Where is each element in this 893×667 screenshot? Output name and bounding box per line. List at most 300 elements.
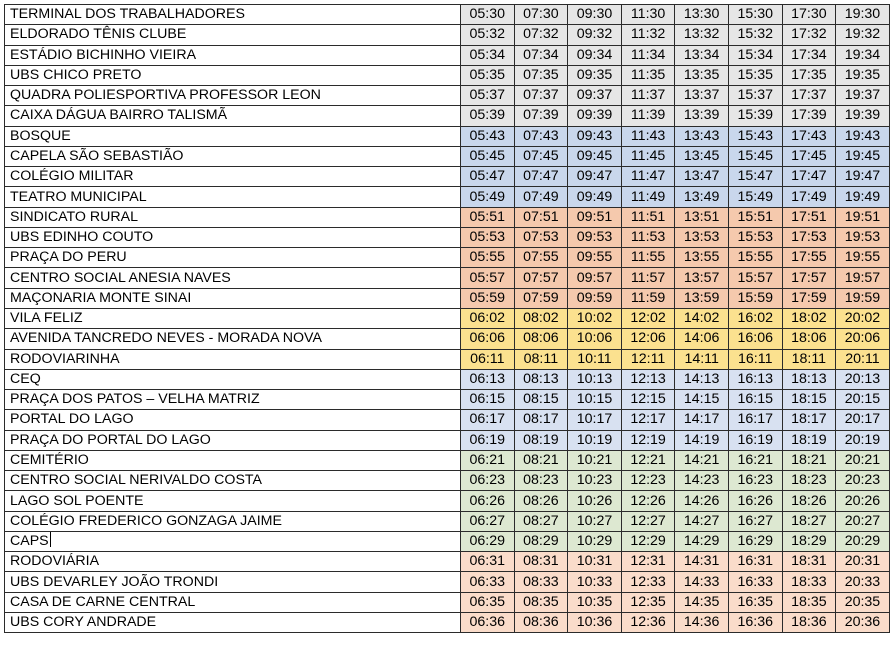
departure-time-cell[interactable]: 09:32 <box>568 25 622 45</box>
departure-time-cell[interactable]: 10:23 <box>568 471 622 491</box>
table-row <box>5 288 890 308</box>
departure-time-cell[interactable]: 14:36 <box>675 612 729 632</box>
departure-time-cell[interactable]: 19:34 <box>836 45 890 65</box>
departure-time-cell[interactable]: 06:36 <box>461 612 515 632</box>
table-row <box>5 126 890 146</box>
table-row <box>5 369 890 389</box>
departure-time-cell[interactable]: 14:35 <box>675 592 729 612</box>
departure-time-cell[interactable]: 11:39 <box>621 106 675 126</box>
stop-name-cell[interactable] <box>5 410 461 430</box>
departure-time-cell[interactable]: 06:11 <box>461 349 515 369</box>
departure-time-cell[interactable]: 17:32 <box>782 25 836 45</box>
stop-name-cell[interactable] <box>5 349 461 369</box>
departure-time-cell[interactable]: 14:13 <box>675 369 729 389</box>
departure-time-cell[interactable]: 16:35 <box>728 592 782 612</box>
departure-time-cell[interactable]: 18:26 <box>782 491 836 511</box>
stop-name: CASA DE CARNE CENTRAL <box>10 593 196 610</box>
departure-time-cell[interactable]: 16:21 <box>728 450 782 470</box>
departure-time-cell[interactable]: 07:45 <box>514 146 568 166</box>
departure-time-cell[interactable]: 15:39 <box>728 106 782 126</box>
departure-time-cell[interactable]: 14:23 <box>675 471 729 491</box>
departure-time-cell[interactable]: 09:51 <box>568 207 622 227</box>
table-row <box>5 227 890 247</box>
departure-time-cell[interactable]: 13:30 <box>675 5 729 25</box>
stop-name: CENTRO SOCIAL NERIVALDO COSTA <box>10 472 262 489</box>
departure-time-cell[interactable]: 20:27 <box>836 511 890 531</box>
departure-time-cell[interactable]: 20:31 <box>836 552 890 572</box>
departure-time-cell[interactable]: 20:15 <box>836 390 890 410</box>
departure-time-cell[interactable]: 05:59 <box>461 288 515 308</box>
departure-time-cell[interactable]: 19:39 <box>836 106 890 126</box>
departure-time-cell[interactable]: 13:47 <box>675 167 729 187</box>
stop-name-cell[interactable] <box>5 612 461 632</box>
departure-time-cell[interactable]: 13:32 <box>675 25 729 45</box>
departure-time-cell[interactable]: 18:29 <box>782 531 836 551</box>
departure-time-cell[interactable]: 12:36 <box>621 612 675 632</box>
departure-time-cell[interactable]: 16:27 <box>728 511 782 531</box>
departure-time-cell[interactable]: 13:53 <box>675 227 729 247</box>
departure-time-cell[interactable]: 09:57 <box>568 268 622 288</box>
departure-time-cell[interactable]: 12:06 <box>621 329 675 349</box>
departure-time-cell[interactable]: 15:37 <box>728 86 782 106</box>
departure-time-cell[interactable]: 18:19 <box>782 430 836 450</box>
departure-time-cell[interactable]: 13:55 <box>675 248 729 268</box>
departure-time-cell[interactable]: 06:23 <box>461 471 515 491</box>
departure-time-cell[interactable]: 14:06 <box>675 329 729 349</box>
departure-time-cell[interactable]: 07:47 <box>514 167 568 187</box>
departure-time-cell[interactable]: 18:33 <box>782 572 836 592</box>
departure-time-cell[interactable]: 14:02 <box>675 308 729 328</box>
departure-time-cell[interactable]: 05:39 <box>461 106 515 126</box>
departure-time-cell[interactable]: 12:02 <box>621 308 675 328</box>
departure-time-cell[interactable]: 13:43 <box>675 126 729 146</box>
departure-time-cell[interactable]: 15:49 <box>728 187 782 207</box>
departure-time-cell[interactable]: 12:31 <box>621 552 675 572</box>
departure-time-cell[interactable]: 11:53 <box>621 227 675 247</box>
stop-name-cell[interactable] <box>5 207 461 227</box>
departure-time-cell[interactable]: 05:45 <box>461 146 515 166</box>
departure-time-cell[interactable]: 06:17 <box>461 410 515 430</box>
departure-time-cell[interactable]: 05:37 <box>461 86 515 106</box>
departure-time-cell[interactable]: 18:35 <box>782 592 836 612</box>
departure-time-cell[interactable]: 16:02 <box>728 308 782 328</box>
departure-time-cell[interactable]: 13:37 <box>675 86 729 106</box>
departure-time-cell[interactable]: 08:19 <box>514 430 568 450</box>
departure-time-cell[interactable]: 07:37 <box>514 86 568 106</box>
departure-time-cell[interactable]: 12:13 <box>621 369 675 389</box>
departure-time-cell[interactable]: 17:43 <box>782 126 836 146</box>
departure-time-cell[interactable]: 17:34 <box>782 45 836 65</box>
departure-time-cell[interactable]: 10:21 <box>568 450 622 470</box>
departure-time-cell[interactable]: 13:35 <box>675 65 729 85</box>
stop-name-cell[interactable] <box>5 390 461 410</box>
stop-name: TEATRO MUNICIPAL <box>10 188 147 205</box>
departure-time-cell[interactable]: 17:49 <box>782 187 836 207</box>
stop-name: UBS DEVARLEY JOÃO TRONDI <box>10 573 219 590</box>
departure-time-cell[interactable]: 05:53 <box>461 227 515 247</box>
departure-time-cell[interactable]: 08:33 <box>514 572 568 592</box>
departure-time-cell[interactable]: 14:11 <box>675 349 729 369</box>
departure-time-cell[interactable]: 14:27 <box>675 511 729 531</box>
departure-time-cell[interactable]: 17:53 <box>782 227 836 247</box>
departure-time-cell[interactable]: 13:45 <box>675 146 729 166</box>
departure-time-cell[interactable]: 16:19 <box>728 430 782 450</box>
departure-time-cell[interactable]: 20:11 <box>836 349 890 369</box>
stop-name: COLÉGIO MILITAR <box>10 168 134 185</box>
departure-time-cell[interactable]: 19:35 <box>836 65 890 85</box>
table-row <box>5 349 890 369</box>
departure-time-cell[interactable]: 06:29 <box>461 531 515 551</box>
departure-time-cell[interactable]: 13:59 <box>675 288 729 308</box>
departure-time-cell[interactable]: 11:59 <box>621 288 675 308</box>
departure-time-cell[interactable]: 15:55 <box>728 248 782 268</box>
departure-time-cell[interactable]: 11:45 <box>621 146 675 166</box>
departure-time-cell[interactable]: 16:17 <box>728 410 782 430</box>
departure-time-cell[interactable]: 15:51 <box>728 207 782 227</box>
departure-time-cell[interactable]: 16:29 <box>728 531 782 551</box>
departure-time-cell[interactable]: 09:53 <box>568 227 622 247</box>
departure-time-cell[interactable]: 18:13 <box>782 369 836 389</box>
departure-time-cell[interactable]: 09:45 <box>568 146 622 166</box>
departure-time-cell[interactable]: 18:23 <box>782 471 836 491</box>
departure-time-cell[interactable]: 18:11 <box>782 349 836 369</box>
departure-time-cell[interactable]: 08:21 <box>514 450 568 470</box>
departure-time-cell[interactable]: 13:51 <box>675 207 729 227</box>
departure-time-cell[interactable]: 15:32 <box>728 25 782 45</box>
departure-time-cell[interactable]: 11:57 <box>621 268 675 288</box>
departure-time-cell[interactable]: 12:11 <box>621 349 675 369</box>
departure-time-cell[interactable]: 06:35 <box>461 592 515 612</box>
departure-time-cell[interactable]: 06:27 <box>461 511 515 531</box>
departure-time-cell[interactable]: 08:35 <box>514 592 568 612</box>
stop-name-cell[interactable] <box>5 329 461 349</box>
departure-time-cell[interactable]: 13:57 <box>675 268 729 288</box>
stop-name-cell[interactable] <box>5 248 461 268</box>
stop-name: LAGO SOL POENTE <box>10 492 144 509</box>
table-row <box>5 612 890 632</box>
departure-time-cell[interactable]: 08:31 <box>514 552 568 572</box>
departure-time-cell[interactable]: 16:31 <box>728 552 782 572</box>
departure-time-cell[interactable]: 10:06 <box>568 329 622 349</box>
departure-time-cell[interactable]: 06:02 <box>461 308 515 328</box>
departure-time-cell[interactable]: 11:43 <box>621 126 675 146</box>
departure-time-cell[interactable]: 07:57 <box>514 268 568 288</box>
departure-time-cell[interactable]: 20:33 <box>836 572 890 592</box>
stop-name-cell[interactable] <box>5 369 461 389</box>
departure-time-cell[interactable]: 10:15 <box>568 390 622 410</box>
departure-time-cell[interactable]: 19:57 <box>836 268 890 288</box>
stop-name-cell[interactable] <box>5 65 461 85</box>
departure-time-cell[interactable]: 08:17 <box>514 410 568 430</box>
departure-time-cell[interactable]: 14:21 <box>675 450 729 470</box>
stop-name-cell[interactable] <box>5 227 461 247</box>
departure-time-cell[interactable]: 20:13 <box>836 369 890 389</box>
departure-time-cell[interactable]: 16:15 <box>728 390 782 410</box>
departure-time-cell[interactable]: 05:49 <box>461 187 515 207</box>
departure-time-cell[interactable]: 07:59 <box>514 288 568 308</box>
departure-time-cell[interactable]: 05:30 <box>461 5 515 25</box>
departure-time-cell[interactable]: 17:35 <box>782 65 836 85</box>
departure-time-cell[interactable]: 09:49 <box>568 187 622 207</box>
stop-name-cell[interactable] <box>5 5 461 25</box>
departure-time-cell[interactable]: 16:13 <box>728 369 782 389</box>
departure-time-cell[interactable]: 10:31 <box>568 552 622 572</box>
stop-name-cell[interactable] <box>5 146 461 166</box>
departure-time-cell[interactable]: 12:35 <box>621 592 675 612</box>
departure-time-cell[interactable]: 17:47 <box>782 167 836 187</box>
departure-time-cell[interactable]: 16:23 <box>728 471 782 491</box>
stop-name: AVENIDA TANCREDO NEVES - MORADA NOVA <box>10 330 322 347</box>
departure-time-cell[interactable]: 11:55 <box>621 248 675 268</box>
departure-time-cell[interactable]: 19:59 <box>836 288 890 308</box>
departure-time-cell[interactable]: 05:35 <box>461 65 515 85</box>
departure-time-cell[interactable]: 17:59 <box>782 288 836 308</box>
departure-time-cell[interactable]: 13:49 <box>675 187 729 207</box>
stop-name-cell[interactable] <box>5 572 461 592</box>
table-row <box>5 390 890 410</box>
departure-time-cell[interactable]: 14:19 <box>675 430 729 450</box>
departure-time-cell[interactable]: 19:37 <box>836 86 890 106</box>
departure-time-cell[interactable]: 06:26 <box>461 491 515 511</box>
stop-name-cell[interactable] <box>5 531 461 551</box>
departure-time-cell[interactable]: 07:35 <box>514 65 568 85</box>
departure-time-cell[interactable]: 05:57 <box>461 268 515 288</box>
departure-time-cell[interactable]: 08:06 <box>514 329 568 349</box>
departure-time-cell[interactable]: 07:34 <box>514 45 568 65</box>
departure-time-cell[interactable]: 20:21 <box>836 450 890 470</box>
departure-time-cell[interactable]: 12:23 <box>621 471 675 491</box>
stop-name-cell[interactable] <box>5 308 461 328</box>
stop-name-cell[interactable] <box>5 45 461 65</box>
departure-time-cell[interactable]: 20:35 <box>836 592 890 612</box>
departure-time-cell[interactable]: 16:06 <box>728 329 782 349</box>
table-row <box>5 65 890 85</box>
stop-name-cell[interactable] <box>5 268 461 288</box>
departure-time-cell[interactable]: 08:13 <box>514 369 568 389</box>
departure-time-cell[interactable]: 16:26 <box>728 491 782 511</box>
departure-time-cell[interactable]: 19:47 <box>836 167 890 187</box>
departure-time-cell[interactable]: 17:30 <box>782 5 836 25</box>
departure-time-cell[interactable]: 05:43 <box>461 126 515 146</box>
departure-time-cell[interactable]: 19:32 <box>836 25 890 45</box>
departure-time-cell[interactable]: 09:39 <box>568 106 622 126</box>
departure-time-cell[interactable]: 19:51 <box>836 207 890 227</box>
departure-time-cell[interactable]: 11:49 <box>621 187 675 207</box>
departure-time-cell[interactable]: 09:55 <box>568 248 622 268</box>
departure-time-cell[interactable]: 11:32 <box>621 25 675 45</box>
departure-time-cell[interactable]: 20:06 <box>836 329 890 349</box>
departure-time-cell[interactable]: 18:17 <box>782 410 836 430</box>
table-row <box>5 167 890 187</box>
departure-time-cell[interactable]: 10:13 <box>568 369 622 389</box>
departure-time-cell[interactable]: 09:34 <box>568 45 622 65</box>
stop-name-cell[interactable] <box>5 491 461 511</box>
departure-time-cell[interactable]: 11:30 <box>621 5 675 25</box>
departure-time-cell[interactable]: 11:35 <box>621 65 675 85</box>
departure-time-cell[interactable]: 06:33 <box>461 572 515 592</box>
departure-time-cell[interactable]: 08:23 <box>514 471 568 491</box>
departure-time-cell[interactable]: 15:45 <box>728 146 782 166</box>
departure-time-cell[interactable]: 09:35 <box>568 65 622 85</box>
stop-name: RODOVIÁRIA <box>10 553 100 570</box>
departure-time-cell[interactable]: 14:33 <box>675 572 729 592</box>
departure-time-cell[interactable]: 08:11 <box>514 349 568 369</box>
departure-time-cell[interactable]: 09:47 <box>568 167 622 187</box>
stop-name-cell[interactable] <box>5 430 461 450</box>
departure-time-cell[interactable]: 08:15 <box>514 390 568 410</box>
departure-time-cell[interactable]: 12:19 <box>621 430 675 450</box>
departure-time-cell[interactable]: 13:34 <box>675 45 729 65</box>
departure-time-cell[interactable]: 17:45 <box>782 146 836 166</box>
departure-time-cell[interactable]: 12:21 <box>621 450 675 470</box>
departure-time-cell[interactable]: 19:45 <box>836 146 890 166</box>
departure-time-cell[interactable]: 09:59 <box>568 288 622 308</box>
stop-name-cell[interactable] <box>5 592 461 612</box>
departure-time-cell[interactable]: 09:37 <box>568 86 622 106</box>
departure-time-cell[interactable]: 11:51 <box>621 207 675 227</box>
departure-time-cell[interactable]: 10:35 <box>568 592 622 612</box>
departure-time-cell[interactable]: 06:13 <box>461 369 515 389</box>
departure-time-cell[interactable]: 15:35 <box>728 65 782 85</box>
departure-time-cell[interactable]: 15:57 <box>728 268 782 288</box>
departure-time-cell[interactable]: 18:27 <box>782 511 836 531</box>
departure-time-cell[interactable]: 08:27 <box>514 511 568 531</box>
departure-time-cell[interactable]: 15:59 <box>728 288 782 308</box>
stop-name-cell[interactable] <box>5 288 461 308</box>
departure-time-cell[interactable]: 20:02 <box>836 308 890 328</box>
departure-time-cell[interactable]: 15:30 <box>728 5 782 25</box>
departure-time-cell[interactable]: 20:23 <box>836 471 890 491</box>
departure-time-cell[interactable]: 05:34 <box>461 45 515 65</box>
departure-time-cell[interactable]: 07:51 <box>514 207 568 227</box>
departure-time-cell[interactable]: 20:17 <box>836 410 890 430</box>
stop-name-cell[interactable] <box>5 450 461 470</box>
departure-time-cell[interactable]: 18:21 <box>782 450 836 470</box>
departure-time-cell[interactable]: 06:21 <box>461 450 515 470</box>
stop-name-cell[interactable] <box>5 106 461 126</box>
departure-time-cell[interactable]: 10:36 <box>568 612 622 632</box>
departure-time-cell[interactable]: 07:39 <box>514 106 568 126</box>
departure-time-cell[interactable]: 09:43 <box>568 126 622 146</box>
departure-time-cell[interactable]: 16:33 <box>728 572 782 592</box>
departure-time-cell[interactable]: 10:19 <box>568 430 622 450</box>
departure-time-cell[interactable]: 07:49 <box>514 187 568 207</box>
stop-name-cell[interactable] <box>5 187 461 207</box>
stop-name-cell[interactable] <box>5 552 461 572</box>
departure-time-cell[interactable]: 20:29 <box>836 531 890 551</box>
departure-time-cell[interactable]: 11:47 <box>621 167 675 187</box>
departure-time-cell[interactable]: 18:02 <box>782 308 836 328</box>
departure-time-cell[interactable]: 05:47 <box>461 167 515 187</box>
stop-name-cell[interactable] <box>5 126 461 146</box>
departure-time-cell[interactable]: 16:36 <box>728 612 782 632</box>
departure-time-cell[interactable]: 17:39 <box>782 106 836 126</box>
departure-time-cell[interactable]: 20:26 <box>836 491 890 511</box>
departure-time-cell[interactable]: 11:37 <box>621 86 675 106</box>
departure-time-cell[interactable]: 06:31 <box>461 552 515 572</box>
stop-name-cell[interactable] <box>5 25 461 45</box>
departure-time-cell[interactable]: 07:43 <box>514 126 568 146</box>
departure-time-cell[interactable]: 07:53 <box>514 227 568 247</box>
departure-time-cell[interactable]: 17:57 <box>782 268 836 288</box>
departure-time-cell[interactable]: 08:36 <box>514 612 568 632</box>
departure-time-cell[interactable]: 10:29 <box>568 531 622 551</box>
table-row <box>5 329 890 349</box>
departure-time-cell[interactable]: 18:06 <box>782 329 836 349</box>
departure-time-cell[interactable]: 10:33 <box>568 572 622 592</box>
departure-time-cell[interactable]: 19:30 <box>836 5 890 25</box>
departure-time-cell[interactable]: 10:17 <box>568 410 622 430</box>
departure-time-cell[interactable]: 08:29 <box>514 531 568 551</box>
departure-time-cell[interactable]: 17:37 <box>782 86 836 106</box>
departure-time-cell[interactable]: 05:55 <box>461 248 515 268</box>
departure-time-cell[interactable]: 18:31 <box>782 552 836 572</box>
stop-name-cell[interactable] <box>5 471 461 491</box>
stop-name-cell[interactable] <box>5 511 461 531</box>
departure-time-cell[interactable]: 12:26 <box>621 491 675 511</box>
departure-time-cell[interactable]: 06:15 <box>461 390 515 410</box>
departure-time-cell[interactable]: 19:43 <box>836 126 890 146</box>
stop-name: UBS CHICO PRETO <box>10 66 142 83</box>
departure-time-cell[interactable]: 14:26 <box>675 491 729 511</box>
departure-time-cell[interactable]: 12:29 <box>621 531 675 551</box>
stop-name-cell[interactable] <box>5 167 461 187</box>
departure-time-cell[interactable]: 10:26 <box>568 491 622 511</box>
departure-time-cell[interactable]: 16:11 <box>728 349 782 369</box>
departure-time-cell[interactable]: 07:55 <box>514 248 568 268</box>
departure-time-cell[interactable]: 11:34 <box>621 45 675 65</box>
departure-time-cell[interactable]: 08:02 <box>514 308 568 328</box>
departure-time-cell[interactable]: 14:29 <box>675 531 729 551</box>
departure-time-cell[interactable]: 07:30 <box>514 5 568 25</box>
departure-time-cell[interactable]: 15:53 <box>728 227 782 247</box>
departure-time-cell[interactable]: 07:32 <box>514 25 568 45</box>
departure-time-cell[interactable]: 12:17 <box>621 410 675 430</box>
departure-time-cell[interactable]: 15:43 <box>728 126 782 146</box>
departure-time-cell[interactable]: 18:36 <box>782 612 836 632</box>
departure-time-cell[interactable]: 15:47 <box>728 167 782 187</box>
departure-time-cell[interactable]: 19:53 <box>836 227 890 247</box>
departure-time-cell[interactable]: 12:15 <box>621 390 675 410</box>
departure-time-cell[interactable]: 09:30 <box>568 5 622 25</box>
departure-time-cell[interactable]: 12:33 <box>621 572 675 592</box>
departure-time-cell[interactable]: 14:15 <box>675 390 729 410</box>
departure-time-cell[interactable]: 13:39 <box>675 106 729 126</box>
departure-time-cell[interactable]: 17:55 <box>782 248 836 268</box>
departure-time-cell[interactable]: 10:02 <box>568 308 622 328</box>
departure-time-cell[interactable]: 08:26 <box>514 491 568 511</box>
departure-time-cell[interactable]: 06:19 <box>461 430 515 450</box>
departure-time-cell[interactable]: 12:27 <box>621 511 675 531</box>
departure-time-cell[interactable]: 18:15 <box>782 390 836 410</box>
departure-time-cell[interactable]: 06:06 <box>461 329 515 349</box>
stop-name-cell[interactable] <box>5 86 461 106</box>
departure-time-cell[interactable]: 10:27 <box>568 511 622 531</box>
departure-time-cell[interactable]: 05:32 <box>461 25 515 45</box>
departure-time-cell[interactable]: 19:55 <box>836 248 890 268</box>
departure-time-cell[interactable]: 15:34 <box>728 45 782 65</box>
departure-time-cell[interactable]: 14:31 <box>675 552 729 572</box>
departure-time-cell[interactable]: 14:17 <box>675 410 729 430</box>
departure-time-cell[interactable]: 17:51 <box>782 207 836 227</box>
departure-time-cell[interactable]: 05:51 <box>461 207 515 227</box>
departure-time-cell[interactable]: 20:36 <box>836 612 890 632</box>
departure-time-cell[interactable]: 10:11 <box>568 349 622 369</box>
stop-name: QUADRA POLIESPORTIVA PROFESSOR LEON <box>10 87 321 104</box>
departure-time-cell[interactable]: 19:49 <box>836 187 890 207</box>
departure-time-cell[interactable]: 20:19 <box>836 430 890 450</box>
stop-name: PRAÇA DO PERU <box>10 249 127 266</box>
